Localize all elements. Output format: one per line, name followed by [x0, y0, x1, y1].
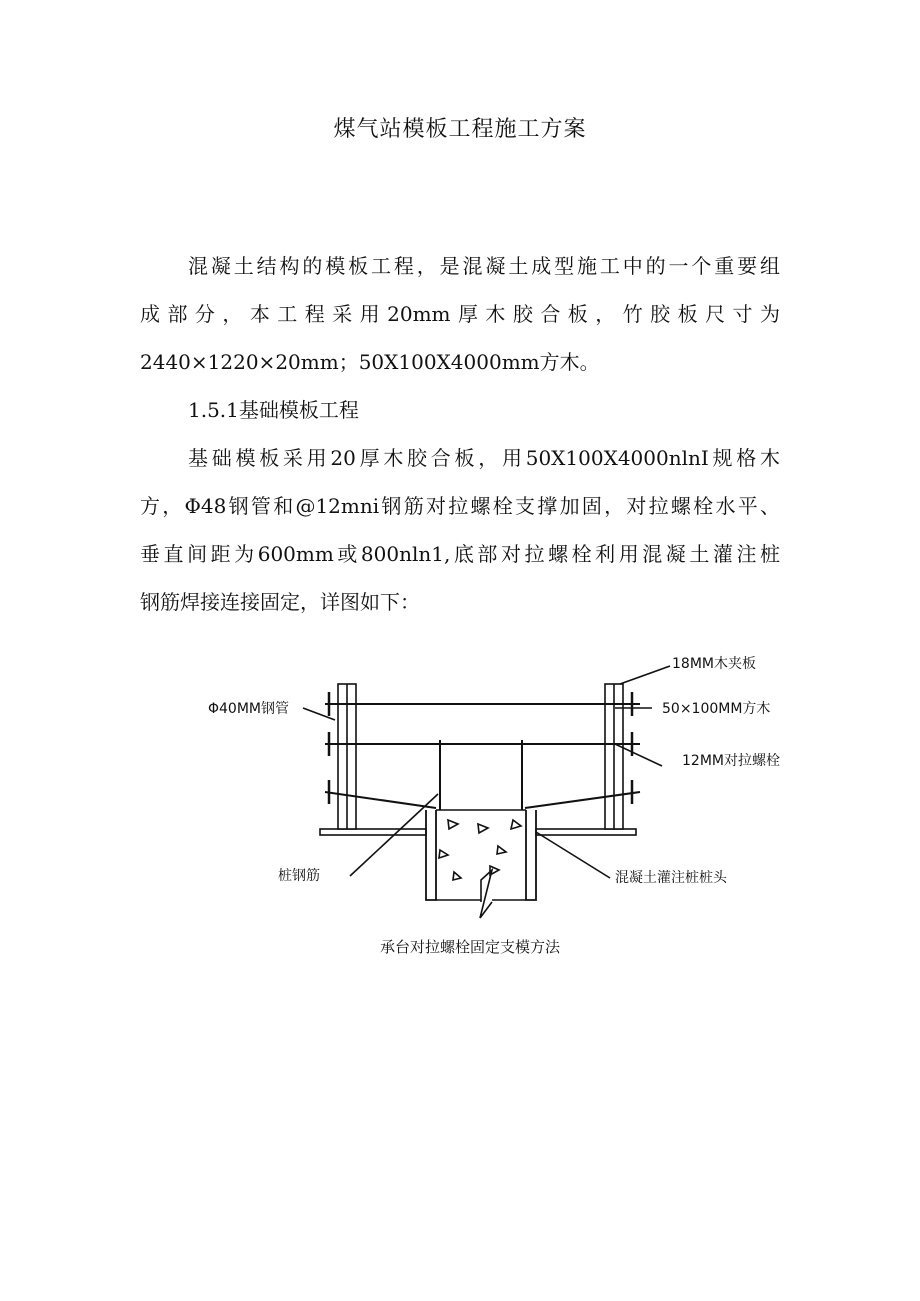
formwork-diagram — [200, 640, 800, 970]
label-timber: 50×100MM方木 — [662, 701, 771, 717]
left-base-plank — [320, 829, 426, 835]
paragraph-line: 垂直间距为600mm或800nln1,底部对拉螺栓利用混凝土灌注桩 — [140, 542, 780, 566]
paragraph-line: 基础模板采用20厚木胶合板，用50X100X4000nlnI规格木 — [188, 446, 780, 470]
paragraph-intro — [140, 242, 780, 386]
paragraph-line: 2440×1220×20mm；50X100X4000mm方木。 — [140, 350, 600, 374]
paragraph-foundation — [140, 434, 780, 626]
label-tie-bolt: 12MM对拉螺栓 — [682, 753, 780, 769]
label-pile-rebar: 桩钢筋 — [278, 868, 320, 884]
paragraph-line: 方，Φ48钢管和@12mni钢筋对拉螺栓支撑加固，对拉螺栓水平、 — [140, 494, 780, 518]
label-plywood: 18MM木夹板 — [672, 656, 756, 672]
figure-caption: 承台对拉螺栓固定支模方法 — [380, 938, 561, 956]
paragraph-line: 成部分，本工程采用20mm厚木胶合板，竹胶板尺寸为 — [140, 302, 780, 326]
paragraph-line: 混凝土结构的模板工程，是混凝土成型施工中的一个重要组 — [188, 254, 780, 278]
leader-pilehead — [536, 832, 610, 878]
break-line — [480, 870, 492, 918]
label-pile-head: 混凝土灌注桩桩头 — [615, 870, 727, 886]
right-base-plank — [536, 829, 636, 835]
section-heading: 1.5.1基础模板工程 — [188, 398, 359, 422]
label-steel-pipe: Φ40MM钢管 — [208, 701, 289, 717]
document-title: 煤气站模板工程施工方案 — [333, 117, 587, 142]
paragraph-line: 钢筋焊接连接固定，详图如下： — [140, 590, 420, 614]
leader-plywood — [620, 666, 670, 684]
